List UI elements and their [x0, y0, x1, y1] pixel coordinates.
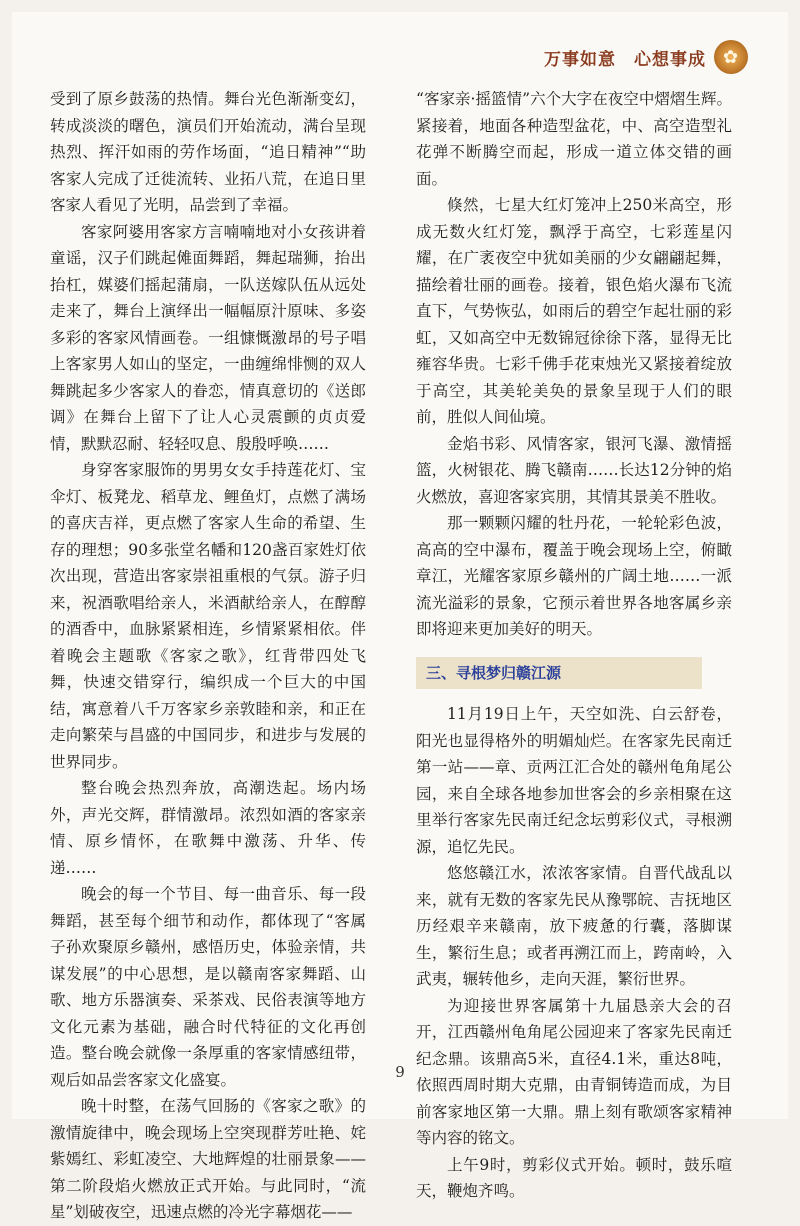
paragraph: 那一颗颗闪耀的牡丹花，一轮轮彩色波，高高的空中瀑布，覆盖于晚会现场上空，俯瞰章江，光耀客家原乡赣州的广阔土地……一派流光溢彩的景象，它预示着世界各地客属乡亲即将迎来更加美好的明天。	[416, 514, 732, 638]
paragraph: 整台晚会热烈奔放，高潮迭起。场内场外，声光交辉，群情激昂。浓烈如酒的客家亲情、原乡情怀，在歌舞中激荡、升华、传递……	[50, 779, 366, 877]
left-column	[50, 86, 366, 1226]
paragraph: 11月19日上午，天空如洗、白云舒卷，阳光也显得格外的明媚灿烂。在客家先民南迁第一站——章、贡两江汇合处的赣州龟角尾公园，来自全球各地参加世客会的乡亲相聚在这里举行客家先民南迁纪念坛剪彩仪式，寻根溯源，追忆先民。	[416, 705, 732, 856]
paragraph: “客家亲·摇篮情”六个大字在夜空中熠熠生辉。紧接着，地面各种造型盆花，中、高空造型礼花弹不断腾空而起，形成一道立体交错的画面。	[416, 90, 732, 188]
paragraph: 悠悠赣江水，浓浓客家情。自晋代战乱以来，就有无数的客家先民从豫鄂皖、吉抚地区历经艰辛来赣南，放下疲惫的行囊，落脚谋生，繁衍生息；或者再溯江而上，跨南岭，入武夷，辗转他乡，走向天涯，繁衍世界。	[416, 864, 732, 988]
paragraph: 为迎接世界客属第十九届恳亲大会的召开，江西赣州龟角尾公园迎来了客家先民南迁纪念鼎。该鼎高5米，直径4.1米，重达8吨，依照西周时期大克鼎，由青铜铸造而成，为目前客家地区第一大鼎。鼎上刻有歌颂客家精神等内容的铭文。	[416, 996, 732, 1147]
section-heading: 三、寻根梦归赣江源	[416, 657, 702, 690]
paragraph: 客家阿婆用客家方言喃喃地对小女孩讲着童谣，汉子们跳起傩面舞蹈，舞起瑞狮，抬出抬杠，媒婆们摇起蒲扇，一队送嫁队伍从远处走来了，舞台上演绎出一幅幅原汁原味、多姿多彩的客家风情画卷。一组慷慨激昂的号子唱上客家男人如山的坚定，一曲缠绵悱恻的双人舞跳起多少客家人的眷恋，情真意切的《送郎调》在舞台上留下了让人心灵震颤的贞贞爱情，默默忍耐、轻轻叹息、殷殷呼唤……	[50, 222, 366, 453]
right-column	[416, 86, 732, 1205]
paragraph: 身穿客家服饰的男男女女手持莲花灯、宝伞灯、板凳龙、稻草龙、鲤鱼灯，点燃了满场的喜庆吉祥，更点燃了客家人生命的希望、生存的理想；90多张堂名幡和120盏百家姓灯依次出现，营造出客家崇祖重根的气氛。游子归来，祝酒歌唱给亲人，米酒献给亲人，在醇醇的酒香中，血脉紧紧相连，乡情紧紧相依。伴着晚会主题歌《客家之歌》，红背带四处飞舞，快速交错穿行，编织成一个巨大的中国结，寓意着八千万客家乡亲敦睦和亲，和正在走向繁荣与昌盛的中国同步，和进步与发展的世界同步。	[50, 461, 366, 771]
paragraph: 倏然，七星大红灯笼冲上250米高空，形成无数火红灯笼，飘浮于高空，七彩莲星闪耀，在广袤夜空中犹如美丽的少女翩翩起舞，描绘着壮丽的画卷。接着，银色焰火瀑布飞流直下，气势恢弘，如雨后的碧空乍起壮丽的彩虹，又如高空中无数锦冠徐徐下落，显得无比雍容华贵。七彩千佛手花束烛光又紧接着绽放于高空，其美轮美奂的景象呈现于人们的眼前，胜似人间仙境。	[416, 196, 732, 426]
header-motto: 万事如意 心想事成	[544, 49, 706, 70]
paragraph: 受到了原乡鼓荡的热情。舞台光色渐渐变幻，转成淡淡的曙色，演员们开始流动，满台呈现热烈、挥汗如雨的劳作场面，“追日精神”“助客家人完成了迁徙流转、业拓八荒，在追日里客家人看见了光明，品尝到了幸福。	[50, 90, 366, 214]
page-header	[544, 40, 748, 74]
paragraph: 晚会的每一个节目、每一曲音乐、每一段舞蹈，甚至每个细节和动作，都体现了“客属子孙欢聚原乡赣州，感悟历史，体验亲情，共谋发展”的中心思想，是以赣南客家舞蹈、山歌、地方乐器演奏、采茶戏、民俗表演等地方文化元素为基础，融合时代特征的文化再创造。整台晚会就像一条厚重的客家情感纽带，观后如品尝客家文化盛宴。	[50, 885, 366, 1089]
paragraph: 上午9时，剪彩仪式开始。顿时，鼓乐喧天，鞭炮齐鸣。	[416, 1155, 732, 1200]
ornament-icon: ✿	[714, 40, 748, 74]
page-number: 9	[395, 1063, 405, 1081]
paragraph: 晚十时整，在荡气回肠的《客家之歌》的激情旋律中，晚会现场上空突现群芳吐艳、姹紫嫣红、彩虹凌空、大地辉煌的壮丽景象——第二阶段焰火燃放正式开始。与此同时，“流星”划破夜空，迅速点燃的冷光字幕烟花——	[50, 1097, 366, 1221]
paragraph: 金焰书彩、风情客家，银河飞瀑、激情摇篮，火树银花、腾飞赣南……长达12分钟的焰火燃放，喜迎客家宾朋，其情其景美不胜收。	[416, 434, 732, 506]
